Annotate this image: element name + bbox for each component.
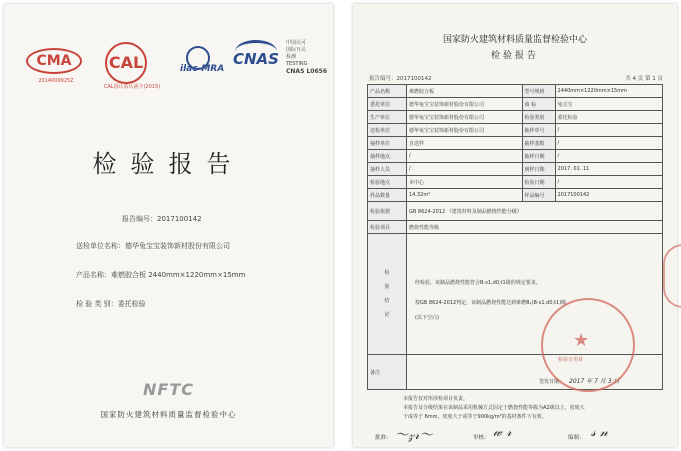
row-label: 商 标: [522, 98, 555, 111]
row-value: 14.32m²: [407, 189, 523, 202]
cover-category: 检 验 类 别：委托检验: [76, 300, 146, 308]
row-value: /: [407, 150, 523, 163]
row-label: 抽样地点: [368, 150, 407, 163]
row-value: 委托检验: [555, 111, 662, 124]
cnas-side-line: 中国认可: [286, 40, 307, 46]
ilac-mra-logo: [180, 46, 230, 76]
conclusion-label: [368, 234, 407, 355]
cma-logo: CMA: [26, 48, 82, 74]
cover-title: 检验报告: [92, 150, 245, 178]
row-label: 抽样基数: [522, 137, 555, 150]
row-value: 2017100142: [555, 189, 662, 202]
table-row: [368, 98, 663, 111]
reviewer-label: 审核：: [473, 435, 490, 441]
row-label: 检验地点: [368, 176, 407, 189]
sign-date-label: 签发日期：: [539, 379, 565, 385]
items-label: 检验项目: [368, 221, 407, 234]
row-value: 自送样: [407, 137, 523, 150]
cover-product: 产品名称：难燃胶合板 2440mm×1220mm×15mm: [76, 271, 246, 279]
stamp-star-icon: ★: [573, 330, 590, 351]
conclusion-line: (以下空白): [415, 315, 439, 321]
sign-date-handwritten: 2017 年 7 月 3 日: [569, 378, 620, 385]
row-value: 2017. 01. 11: [555, 163, 662, 176]
row-value: 德华兔宝宝装饰新材股份有限公司: [407, 124, 523, 137]
cal-logo: CAL: [105, 42, 147, 84]
row-value: 2440mm×1220mm×15mm: [555, 85, 662, 98]
conclusion-label-char: 检: [384, 270, 390, 276]
table-row: [368, 176, 663, 189]
row-value: /: [407, 163, 523, 176]
report-number: 报告编号：2017100142: [369, 76, 432, 82]
cnas-side-text: [286, 40, 332, 75]
stamp-caption: 检验专用章: [558, 357, 584, 363]
row-value: 德华兔宝宝装饰新材股份有限公司: [407, 98, 523, 111]
cnas-logo: [233, 40, 283, 74]
row-label: 检验日期: [522, 176, 555, 189]
basis-label: 检验依据: [368, 202, 407, 221]
cnas-id: CNAS L0656: [286, 68, 328, 75]
row-label: 抽样人员: [368, 163, 407, 176]
cover-footer: 国家防火建筑材料质量监督检验中心: [100, 410, 237, 419]
table-row: [368, 137, 663, 150]
nftc-logo: NFTC: [143, 380, 194, 399]
row-label: 抽样单位: [368, 137, 407, 150]
approver-label: 批准：: [375, 435, 392, 441]
report-org-title: 国家防火建筑材料质量监督检验中心: [442, 35, 587, 45]
cnas-side-line: 检测: [286, 54, 297, 60]
row-value: /: [555, 176, 662, 189]
editor-label: 编制：: [568, 435, 585, 441]
table-row: [368, 221, 663, 234]
conclusion-line: 经检验，该制品燃烧性能符合B-s1,d0,t1级的规定要求。: [415, 280, 541, 286]
table-row: [368, 150, 663, 163]
cover-client: 送检单位名称：德华兔宝宝装饰新材股份有限公司: [76, 242, 230, 250]
table-row: [368, 85, 663, 98]
reviewer-signature: 𝓌 𝓇: [493, 425, 512, 440]
report-title: 检验报告: [490, 51, 539, 61]
row-value: /: [555, 124, 662, 137]
table-row: [368, 124, 663, 137]
row-label: 样品数量: [368, 189, 407, 202]
remark-line: 于或等于 6mm，密度大于或等于900kg/m³的基材条件下有效。: [403, 414, 547, 420]
conclusion-label-char: 结: [384, 298, 390, 304]
remark-line: 本报告仅对所涉检项目负责。: [403, 396, 469, 402]
table-row: [368, 163, 663, 176]
certification-logos: [4, 32, 333, 92]
row-value: /: [555, 150, 662, 163]
page-indicator: 共 4 页 第 1 页: [625, 76, 663, 82]
row-label: 送检单位: [368, 124, 407, 137]
conclusion-line: 按GB 8624-2012判定，该制品燃烧性能达到难燃B₁(B-s1,d0,t1)级。: [415, 300, 572, 306]
editor-signature: 𝓈 𝓃: [591, 425, 608, 440]
basis-value: GB 8624-2012 《建筑材料及制品燃烧性能分级》: [407, 202, 663, 221]
row-label: 委托单位: [368, 98, 407, 111]
conclusion-label-char: 验: [384, 284, 390, 290]
row-value: 德华兔宝宝装饰新材股份有限公司: [407, 111, 523, 124]
row-label: 到样日期: [522, 163, 555, 176]
cover-page: [4, 4, 333, 447]
remarks-label: 备注: [368, 355, 407, 390]
table-row: [368, 202, 663, 221]
cal-caption: CAL国认监认函字(2015): [103, 84, 161, 90]
row-label: 检验类别: [522, 111, 555, 124]
ilac-text: ilac-MRA: [180, 64, 225, 74]
cma-number: 2014000925Z: [38, 78, 74, 84]
row-label: 产品名称: [368, 85, 407, 98]
cnas-side-line: TESTING: [286, 61, 308, 67]
seam-stamp: [663, 244, 681, 308]
items-value: 燃烧性能等级: [407, 221, 663, 234]
table-row: [368, 189, 663, 202]
row-value: 难燃胶合板: [407, 85, 523, 98]
row-label: 抽样单号: [522, 124, 555, 137]
row-label: 样品编号: [522, 189, 555, 202]
row-value: 本中心: [407, 176, 523, 189]
remark-line: 本报告及分级结果在该制品采用机械方式固定于燃烧性能等级为A2级以上，密度大: [403, 405, 585, 411]
row-value: /: [555, 137, 662, 150]
cnas-text: CNAS: [233, 50, 279, 68]
report-page: [353, 4, 677, 447]
cover-report-no: 报告编号：2017100142: [122, 215, 202, 223]
row-label: 抽样日期: [522, 150, 555, 163]
conclusion-label-char: 论: [384, 312, 390, 318]
row-label: 生产单位: [368, 111, 407, 124]
approver-signature: 〜𝓏𝓇〜: [395, 428, 433, 443]
row-value: 兔宝宝: [555, 98, 662, 111]
table-row: [368, 111, 663, 124]
row-label: 型号规格: [522, 85, 555, 98]
cnas-side-line: 国际互认: [286, 47, 307, 53]
